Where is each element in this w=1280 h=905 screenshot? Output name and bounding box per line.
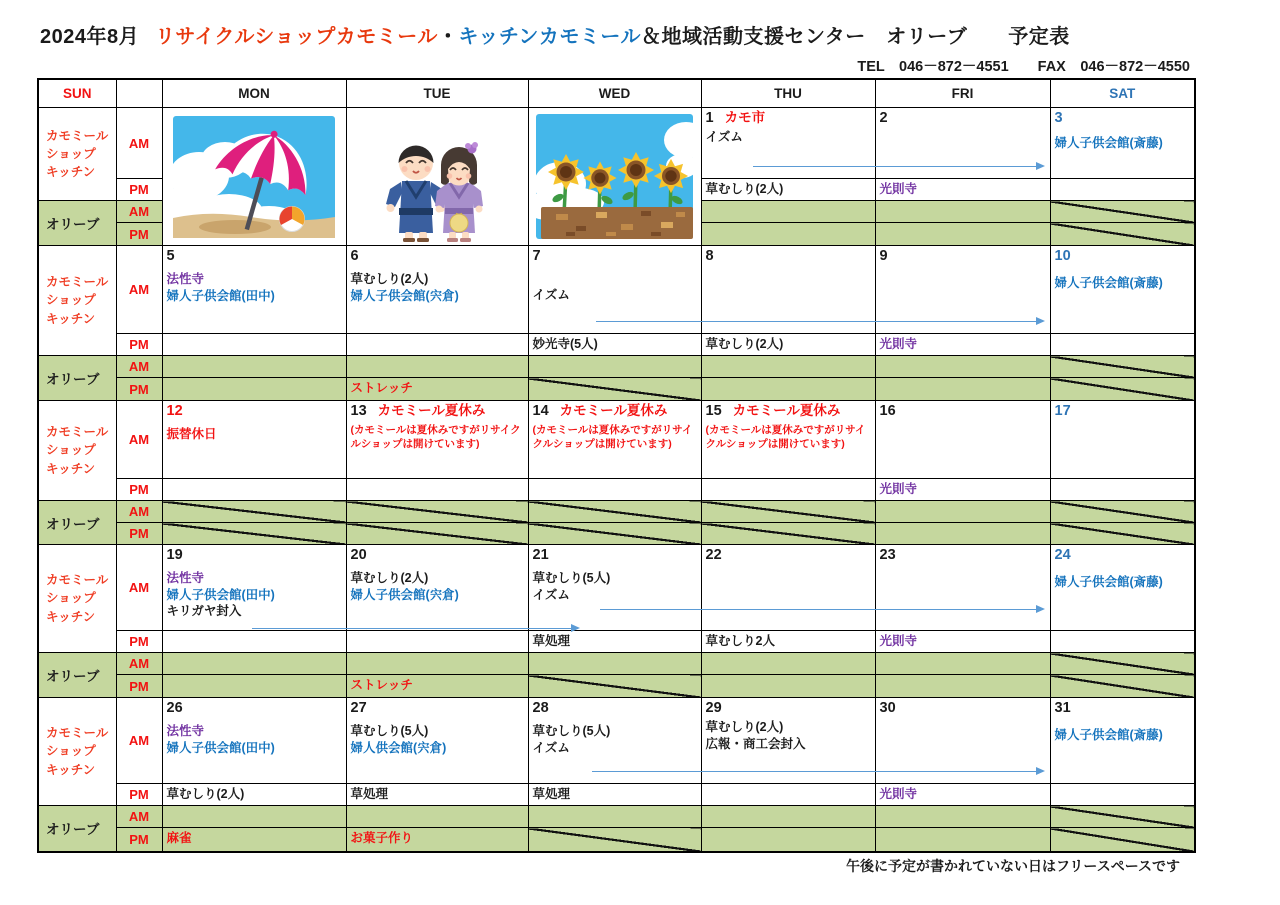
contact-info: TEL 046－872－4551 FAX 046－872－4550 — [857, 59, 1190, 75]
day-17-pm-cell — [1050, 479, 1195, 501]
olive-am-label: AM — [116, 653, 162, 675]
olive-am-fri-week2 — [875, 356, 1050, 378]
pm-entry: 草むしり(2人) — [166, 787, 245, 801]
pm-label: PM — [116, 479, 162, 501]
olive-pm-mon-week3 — [162, 523, 346, 545]
day-number-line — [167, 248, 342, 265]
day-7-am-cell — [528, 246, 701, 334]
day-number-line — [1055, 110, 1191, 127]
day-number-line — [351, 700, 524, 717]
pm-label: PM — [116, 179, 162, 201]
olive-am-fri-week5 — [875, 806, 1050, 828]
pm-entry: 草むしり(2人) — [705, 182, 784, 196]
header-wed: WED — [528, 79, 701, 108]
day-23-am-cell — [875, 545, 1050, 631]
olive-am-wed-week5 — [528, 806, 701, 828]
day-number: 14 — [532, 403, 549, 419]
day-15-pm-cell — [701, 479, 875, 501]
pm-entry: 草処理 — [350, 787, 389, 801]
olive-am-mon-week5 — [162, 806, 346, 828]
day-number-line — [533, 700, 697, 717]
olive-am-label: AM — [116, 806, 162, 828]
day-number-line — [1055, 547, 1191, 564]
day-26-am-cell — [162, 698, 346, 784]
am-label: AM — [116, 108, 162, 179]
day-5-pm-cell — [162, 334, 346, 356]
olive-pm-wed-week2 — [528, 378, 701, 401]
olive-pm-sat-week4 — [1050, 675, 1195, 698]
am-entry: 草むしり(5人) — [350, 724, 429, 739]
day-21-am-cell — [528, 545, 701, 631]
shop-label-line: ショップ — [46, 443, 96, 458]
title-rest: ＆地域活動支援センター オリーブ 予定表 — [641, 26, 1070, 48]
day-23-pm-cell — [875, 631, 1050, 653]
day-number: 28 — [532, 700, 549, 716]
am-entry: 草むしり(2人) — [350, 272, 429, 287]
shop-label-line: カモミール — [46, 425, 109, 440]
title-dot: ・ — [437, 26, 459, 48]
am-label: AM — [116, 545, 162, 631]
yukata-children-illustration — [355, 111, 520, 243]
pm-entry: 光則寺 — [879, 337, 918, 351]
olive-pm-fri-week5 — [875, 828, 1050, 852]
shop-kitchen-row-label — [38, 698, 116, 806]
olive-am-mon-week3 — [162, 501, 346, 523]
day-number: 10 — [1054, 248, 1071, 264]
olive-pm-sat-week3 — [1050, 523, 1195, 545]
day-3-pm-cell — [1050, 179, 1195, 201]
day-19-am-cell — [162, 545, 346, 631]
day-number-line — [533, 248, 697, 265]
olive-pm-sat-week5 — [1050, 828, 1195, 852]
summer-holiday-note: (カモミールは夏休みですがリサイクルショップは開けています) — [350, 424, 521, 451]
day-19-pm-cell — [162, 631, 346, 653]
olive-pm-entry: ストレッチ — [350, 381, 413, 395]
day-number: 16 — [879, 403, 896, 419]
olive-am-sat-week1 — [1050, 201, 1195, 223]
day-number-line — [880, 403, 1046, 420]
shop-label-line: キッチン — [46, 165, 96, 180]
shop-label-line: キッチン — [46, 609, 96, 624]
am-entry: イズム — [532, 587, 570, 602]
day-9-am-cell — [875, 246, 1050, 334]
schedule-body — [38, 108, 1195, 852]
header-sun: SUN — [38, 79, 116, 108]
am-label: AM — [116, 401, 162, 479]
day-number: 7 — [532, 248, 541, 264]
am-entry: 草むしり(2人) — [350, 571, 429, 586]
am-entry: 草むしり(5人) — [532, 571, 611, 586]
title-recycle-shop: リサイクルショップカモミール — [155, 26, 438, 48]
shop-kitchen-row-label — [38, 246, 116, 356]
day-number-line — [167, 403, 342, 420]
day-number: 12 — [166, 403, 183, 419]
am-entry: 婦人子供会館(宍倉) — [350, 587, 459, 602]
olive-row-label: オリーブ — [38, 356, 116, 401]
day-number-line — [706, 547, 871, 564]
day-number: 6 — [350, 248, 359, 264]
day-number: 9 — [879, 248, 888, 264]
am-entry: イズム — [532, 288, 570, 303]
pm-entry: 草処理 — [532, 787, 571, 801]
day-number-line — [1055, 700, 1191, 717]
schedule-table-wrap — [37, 78, 1196, 853]
day-number-line — [351, 403, 524, 420]
beach-umbrella-illustration — [173, 116, 335, 238]
olive-pm-thu-week4 — [701, 675, 875, 698]
am-entry: 婦人子供会館(宍倉) — [350, 288, 459, 303]
summer-holiday-note: (カモミールは夏休みですがリサイクルショップは開けています) — [705, 424, 866, 451]
pm-entry: 光則寺 — [879, 787, 918, 801]
olive-pm-sat-week1 — [1050, 223, 1195, 246]
day-7-pm-cell — [528, 334, 701, 356]
day-20-am-cell — [346, 545, 528, 631]
shop-label-line: カモミール — [46, 726, 109, 741]
olive-pm-wed-week4 — [528, 675, 701, 698]
olive-pm-label: PM — [116, 675, 162, 698]
pm-label: PM — [116, 631, 162, 653]
pm-label: PM — [116, 784, 162, 806]
day-31-am-cell — [1050, 698, 1195, 784]
day-number: 8 — [705, 248, 714, 264]
olive-row-label: オリーブ — [38, 201, 116, 246]
day-number-line — [880, 700, 1046, 717]
olive-am-thu-week1 — [701, 201, 875, 223]
olive-am-label: AM — [116, 356, 162, 378]
day-title: カモ市 — [724, 110, 766, 125]
day-27-am-cell — [346, 698, 528, 784]
day-number: 30 — [879, 700, 896, 716]
yukata-children-cell — [346, 108, 528, 246]
pm-label: PM — [116, 334, 162, 356]
day-number-line — [533, 403, 697, 420]
olive-am-tue-week5 — [346, 806, 528, 828]
olive-pm-thu-week3 — [701, 523, 875, 545]
day-number: 22 — [705, 547, 722, 563]
page-title — [40, 20, 1070, 49]
day-15-am-cell — [701, 401, 875, 479]
day-number: 15 — [705, 403, 722, 419]
shop-kitchen-row-label — [38, 108, 116, 201]
day-title: カモミール夏休み — [377, 403, 486, 418]
day-number: 31 — [1054, 700, 1071, 716]
day-28-pm-cell — [528, 784, 701, 806]
header-fri: FRI — [875, 79, 1050, 108]
am-entry: 婦人子供会館(斎藤) — [1054, 276, 1163, 291]
shop-kitchen-row-label — [38, 401, 116, 501]
header-sat: SAT — [1050, 79, 1195, 108]
olive-am-thu-week4 — [701, 653, 875, 675]
am-label: AM — [116, 246, 162, 334]
day-2-am-cell — [875, 108, 1050, 179]
day-number: 1 — [705, 110, 714, 126]
olive-pm-entry: ストレッチ — [350, 678, 413, 692]
day-1-pm-cell — [701, 179, 875, 201]
olive-pm-fri-week4 — [875, 675, 1050, 698]
day-5-am-cell — [162, 246, 346, 334]
weekday-header-row — [38, 79, 1195, 108]
day-30-am-cell — [875, 698, 1050, 784]
olive-row-label: オリーブ — [38, 653, 116, 698]
shop-label-line: ショップ — [46, 293, 96, 308]
title-kitchen: キッチンカモミール — [458, 26, 642, 48]
day-8-pm-cell — [701, 334, 875, 356]
am-entry: イズム — [705, 130, 743, 145]
day-number-line — [167, 547, 342, 564]
day-8-am-cell — [701, 246, 875, 334]
day-number: 21 — [532, 547, 549, 563]
day-9-pm-cell — [875, 334, 1050, 356]
day-number-line — [533, 547, 697, 564]
olive-pm-tue-week5 — [346, 828, 528, 852]
day-24-pm-cell — [1050, 631, 1195, 653]
day-title: カモミール夏休み — [732, 403, 841, 418]
header-mon: MON — [162, 79, 346, 108]
day-number: 27 — [350, 700, 367, 716]
olive-am-thu-week5 — [701, 806, 875, 828]
day-16-pm-cell — [875, 479, 1050, 501]
olive-am-mon-week4 — [162, 653, 346, 675]
olive-pm-entry: 麻雀 — [166, 831, 192, 845]
am-entry: 婦人子供会館(田中) — [166, 587, 275, 602]
am-entry: 草むしり(2人) — [705, 720, 784, 735]
am-entry: 広報・商工会封入 — [705, 736, 806, 751]
am-entry: 法性寺 — [166, 724, 205, 739]
olive-am-wed-week2 — [528, 356, 701, 378]
day-number: 17 — [1054, 403, 1071, 419]
day-14-am-cell — [528, 401, 701, 479]
olive-pm-thu-week1 — [701, 223, 875, 246]
day-number-line — [706, 110, 871, 127]
day-30-pm-cell — [875, 784, 1050, 806]
am-entry: 婦人子供会館(斎藤) — [1054, 136, 1163, 151]
day-12-pm-cell — [162, 479, 346, 501]
olive-am-thu-week3 — [701, 501, 875, 523]
day-number-line — [351, 248, 524, 265]
shop-label-line: カモミール — [46, 573, 109, 588]
day-10-am-cell — [1050, 246, 1195, 334]
day-6-pm-cell — [346, 334, 528, 356]
day-28-am-cell — [528, 698, 701, 784]
pm-entry: 妙光寺(5人) — [532, 337, 598, 351]
olive-pm-tue-week2 — [346, 378, 528, 401]
olive-pm-label: PM — [116, 523, 162, 545]
olive-am-sat-week3 — [1050, 501, 1195, 523]
olive-am-fri-week4 — [875, 653, 1050, 675]
shop-label-line: キッチン — [46, 762, 96, 777]
day-22-pm-cell — [701, 631, 875, 653]
pm-entry: 草むしり2人 — [705, 634, 775, 648]
olive-pm-label: PM — [116, 378, 162, 401]
day-number-line — [706, 248, 871, 265]
olive-am-fri-week3 — [875, 501, 1050, 523]
olive-pm-label: PM — [116, 223, 162, 246]
day-26-pm-cell — [162, 784, 346, 806]
am-entry: 法性寺 — [166, 272, 205, 287]
day-3-am-cell — [1050, 108, 1195, 179]
shop-kitchen-row-label — [38, 545, 116, 653]
olive-am-sat-week5 — [1050, 806, 1195, 828]
olive-am-wed-week3 — [528, 501, 701, 523]
olive-pm-wed-week3 — [528, 523, 701, 545]
am-entry: 婦人子供会館(田中) — [166, 740, 275, 755]
title-month: 2024年8月 — [40, 26, 140, 48]
summer-holiday-note: (カモミールは夏休みですがリサイクルショップは開けています) — [532, 424, 693, 451]
shop-label-line: カモミール — [46, 275, 109, 290]
olive-pm-sat-week2 — [1050, 378, 1195, 401]
shop-label-line: キッチン — [46, 461, 96, 476]
olive-pm-fri-week2 — [875, 378, 1050, 401]
day-title: カモミール夏休み — [559, 403, 668, 418]
am-entry: 振替休日 — [166, 427, 217, 442]
day-17-am-cell — [1050, 401, 1195, 479]
olive-am-label: AM — [116, 201, 162, 223]
olive-am-thu-week2 — [701, 356, 875, 378]
day-number: 24 — [1054, 547, 1071, 563]
am-label: AM — [116, 698, 162, 784]
am-entry: 婦人子供会館(斎藤) — [1054, 575, 1163, 590]
olive-am-tue-week2 — [346, 356, 528, 378]
pm-entry: 草処理 — [532, 634, 571, 648]
day-24-am-cell — [1050, 545, 1195, 631]
am-entry: キリガヤ封入 — [166, 604, 242, 619]
olive-pm-mon-week5 — [162, 828, 346, 852]
pm-entry: 光則寺 — [879, 634, 918, 648]
olive-pm-thu-week2 — [701, 378, 875, 401]
day-29-pm-cell — [701, 784, 875, 806]
footer-note: 午後に予定が書かれていない日はフリースペースです — [845, 858, 1180, 874]
day-number: 19 — [166, 547, 183, 563]
olive-pm-entry: お菓子作り — [350, 831, 414, 845]
day-number: 26 — [166, 700, 183, 716]
pm-entry: 光則寺 — [879, 182, 918, 196]
am-entry: イズム — [532, 740, 570, 755]
day-number-line — [706, 403, 871, 420]
olive-pm-fri-week1 — [875, 223, 1050, 246]
am-entry: 婦人子供会館(斎藤) — [1054, 728, 1163, 743]
day-number-line — [1055, 248, 1191, 265]
day-number: 5 — [166, 248, 175, 264]
day-number-line — [167, 700, 342, 717]
am-entry: 法性寺 — [166, 571, 205, 586]
olive-row-label: オリーブ — [38, 501, 116, 545]
olive-am-label: AM — [116, 501, 162, 523]
olive-pm-mon-week2 — [162, 378, 346, 401]
pm-entry: 草むしり(2人) — [705, 337, 784, 351]
olive-pm-thu-week5 — [701, 828, 875, 852]
day-29-am-cell — [701, 698, 875, 784]
olive-am-fri-week1 — [875, 201, 1050, 223]
olive-am-tue-week3 — [346, 501, 528, 523]
day-10-pm-cell — [1050, 334, 1195, 356]
day-number-line — [880, 110, 1046, 127]
day-13-pm-cell — [346, 479, 528, 501]
shop-label-line: カモミール — [46, 128, 109, 143]
day-number: 23 — [879, 547, 896, 563]
olive-pm-wed-week5 — [528, 828, 701, 852]
day-21-pm-cell — [528, 631, 701, 653]
day-number-line — [706, 700, 871, 717]
shop-label-line: ショップ — [46, 744, 96, 759]
day-number: 2 — [879, 110, 888, 126]
sunflowers-cell — [528, 108, 701, 246]
olive-pm-tue-week4 — [346, 675, 528, 698]
shop-label-line: キッチン — [46, 311, 96, 326]
day-12-am-cell — [162, 401, 346, 479]
day-1-am-cell — [701, 108, 875, 179]
day-27-pm-cell — [346, 784, 528, 806]
day-number: 29 — [705, 700, 722, 716]
header-tue: TUE — [346, 79, 528, 108]
day-13-am-cell — [346, 401, 528, 479]
day-number-line — [880, 547, 1046, 564]
am-entry: 婦人子供会館(田中) — [166, 288, 275, 303]
day-14-pm-cell — [528, 479, 701, 501]
sunflowers-illustration — [536, 114, 693, 239]
olive-am-tue-week4 — [346, 653, 528, 675]
day-number: 20 — [350, 547, 367, 563]
olive-pm-tue-week3 — [346, 523, 528, 545]
olive-pm-fri-week3 — [875, 523, 1050, 545]
day-number-line — [351, 547, 524, 564]
shop-label-line: ショップ — [46, 146, 96, 161]
olive-pm-label: PM — [116, 828, 162, 852]
am-entry: 婦人供会館(宍倉) — [350, 740, 447, 755]
day-6-am-cell — [346, 246, 528, 334]
day-number: 13 — [350, 403, 367, 419]
olive-am-sat-week4 — [1050, 653, 1195, 675]
am-entry: 草むしり(5人) — [532, 724, 611, 739]
day-number-line — [880, 248, 1046, 265]
day-16-am-cell — [875, 401, 1050, 479]
day-22-am-cell — [701, 545, 875, 631]
olive-row-label: オリーブ — [38, 806, 116, 852]
schedule-table — [37, 78, 1196, 853]
header-thu: THU — [701, 79, 875, 108]
olive-am-sat-week2 — [1050, 356, 1195, 378]
olive-am-mon-week2 — [162, 356, 346, 378]
day-number: 3 — [1054, 110, 1063, 126]
day-20-pm-cell — [346, 631, 528, 653]
shop-label-line: ショップ — [46, 591, 96, 606]
day-31-pm-cell — [1050, 784, 1195, 806]
olive-pm-mon-week4 — [162, 675, 346, 698]
pm-entry: 光則寺 — [879, 482, 918, 496]
beach-umbrella-cell — [162, 108, 346, 246]
header-spacer — [116, 79, 162, 108]
olive-am-wed-week4 — [528, 653, 701, 675]
day-number-line — [1055, 403, 1191, 420]
day-2-pm-cell — [875, 179, 1050, 201]
